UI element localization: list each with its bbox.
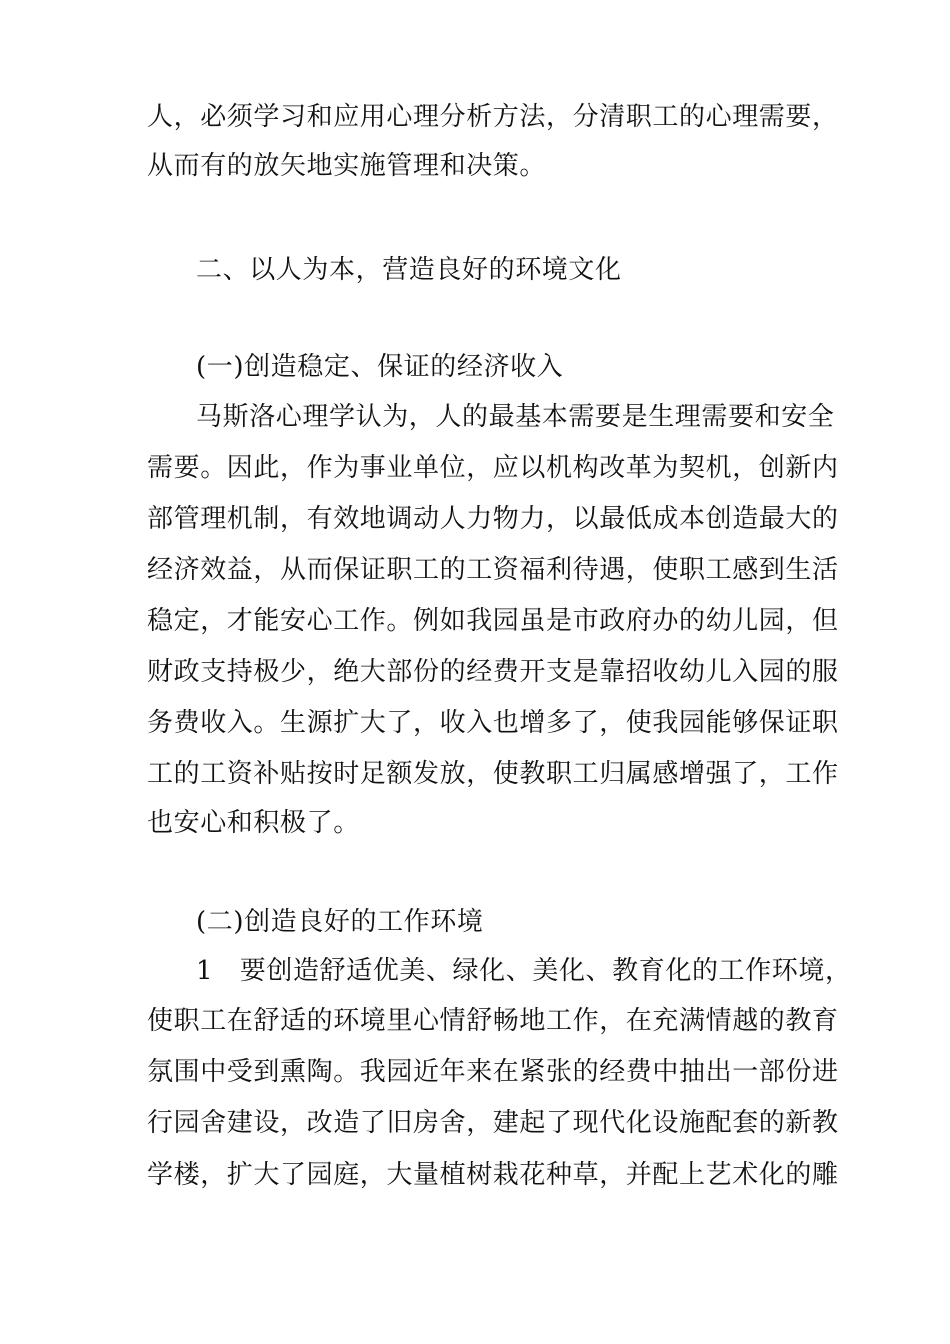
body-text-line: 经济效益，从而保证职工的工资福利待遇，使职工感到生活 [147, 555, 839, 585]
body-text-line: 需要。因此，作为事业单位，应以机构改革为契机，创新内 [147, 453, 839, 483]
body-text-line: 学楼，扩大了园庭，大量植树栽花种草，并配上艺术化的雕 [147, 1160, 839, 1190]
section-heading: 二、以人为本，营造良好的环境文化 [196, 255, 622, 285]
body-text-line: 也安心和积极了。 [147, 808, 360, 838]
body-text-line: 人，必须学习和应用心理分析方法，分清职工的心理需要， [147, 102, 839, 132]
body-text-line: 务费收入。生源扩大了，收入也增多了，使我园能够保证职 [147, 708, 839, 738]
body-text-line: 使职工在舒适的环境里心情舒畅地工作，在充满情越的教育 [147, 1006, 839, 1036]
body-text-line: 从而有的放矢地实施管理和决策。 [147, 151, 547, 181]
body-text-line: 部管理机制，有效地调动人力物力，以最低成本创造最大的 [147, 504, 839, 534]
body-text-line: 行园舍建设，改造了旧房舍，建起了现代化设施配套的新教 [147, 1108, 839, 1138]
body-text-line: 1 要创造舒适优美、绿化、美化、教育化的工作环境， [196, 956, 852, 986]
body-text-line: 氛围中受到熏陶。我园近年来在紧张的经费中抽出一部份进 [147, 1057, 839, 1087]
subsection-heading: (二)创造良好的工作环境 [196, 907, 484, 937]
body-text-line: 工的工资补贴按时足额发放，使教职工归属感增强了，工作 [147, 759, 839, 789]
body-text-line: 财政支持极少，绝大部份的经费开支是靠招收幼儿入园的服 [147, 657, 839, 687]
body-text-line: 马斯洛心理学认为，人的最基本需要是生理需要和安全 [196, 402, 835, 432]
body-text-line: 稳定，才能安心工作。例如我园虽是市政府办的幼儿园，但 [147, 606, 839, 636]
subsection-heading: (一)创造稳定、保证的经济收入 [196, 352, 564, 382]
